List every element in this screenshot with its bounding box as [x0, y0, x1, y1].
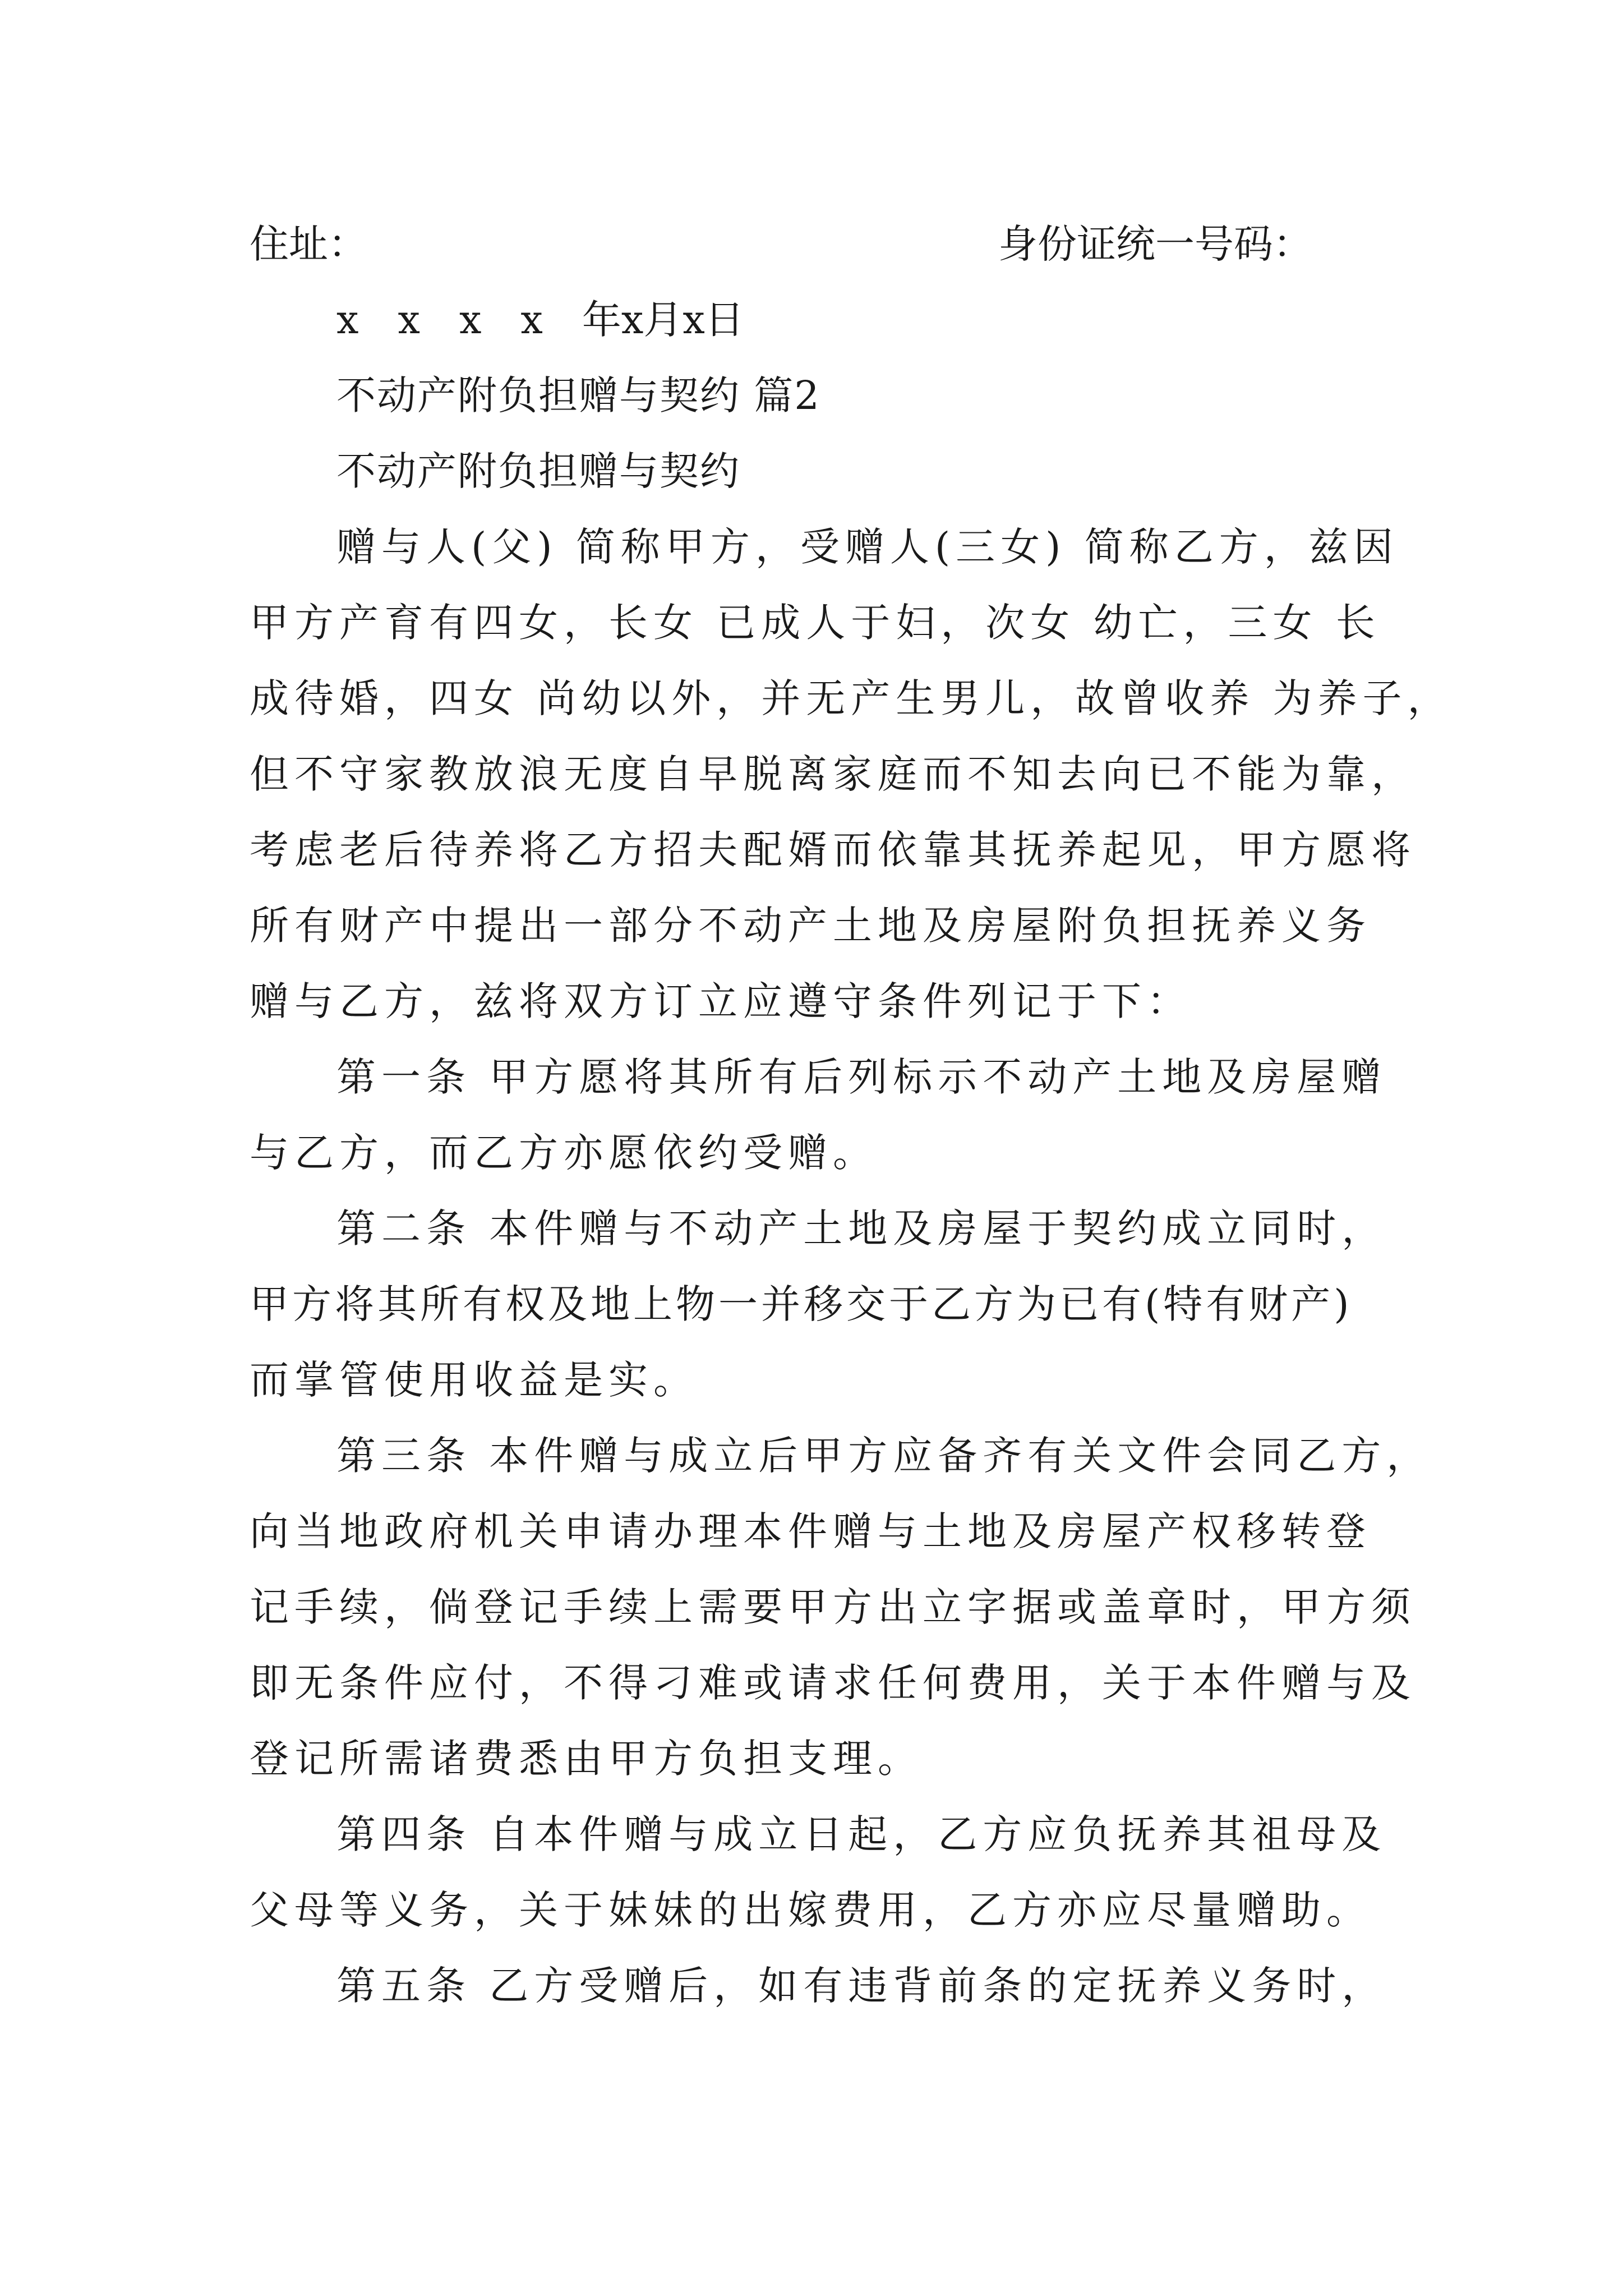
- article-1-line: 与乙方，而乙方亦愿依约受赠。: [250, 1130, 878, 1176]
- paragraph-line: 赠与乙方，兹将双方订立应遵守条件列记于下：: [250, 978, 1192, 1024]
- article-4-line: 父母等义务，关于妹妹的出嫁费用，乙方亦应尽量赠助。: [250, 1887, 1371, 1933]
- paragraph-line: 考虑老后待养将乙方招夫配婿而依靠其抚养起见，甲方愿将: [250, 827, 1416, 873]
- article-2-line: 而掌管使用收益是实。: [250, 1357, 698, 1403]
- article-2-line: 第二条 本件赠与不动产土地及房屋于契约成立同时，: [336, 1205, 1387, 1251]
- section-heading: 不动产附负担赠与契约 篇2: [336, 372, 820, 418]
- paragraph-line: 所有财产中提出一部分不动产土地及房屋附负担抚养义务: [250, 903, 1371, 949]
- article-3-line: 记手续，倘登记手续上需要甲方出立字据或盖章时，甲方须: [250, 1584, 1416, 1630]
- article-2-line: 甲方将其所有权及地上物一并移交于乙方为已有(特有财产): [250, 1281, 1353, 1327]
- paragraph-line: 甲方产育有四女，长女 已成人于妇，次女 幼亡，三女 长: [250, 600, 1381, 646]
- article-1-line: 第一条 甲方愿将其所有后列标示不动产土地及房屋赠: [336, 1054, 1387, 1100]
- paragraph-line: 但不守家教放浪无度自早脱离家庭而不知去向已不能为靠，: [250, 751, 1416, 797]
- paragraph-line: 成待婚，四女 尚幼以外，并无产生男儿，故曾收养 为养子，: [250, 675, 1453, 721]
- article-4-line: 第四条 自本件赠与成立日起，乙方应负抚养其祖母及: [336, 1811, 1387, 1857]
- document-title: 不动产附负担赠与契约: [336, 448, 740, 494]
- id-number-label: 身份证统一号码：: [998, 221, 1312, 267]
- date-line: x x x x 年x月x日: [336, 297, 744, 343]
- article-3-line: 即无条件应付，不得刁难或请求任何费用，关于本件赠与及: [250, 1660, 1416, 1706]
- article-3-line: 第三条 本件赠与成立后甲方应备齐有关文件会同乙方，: [336, 1433, 1432, 1479]
- article-3-line: 登记所需诸费悉由甲方负担支理。: [250, 1736, 923, 1782]
- address-label: 住址：: [250, 221, 367, 267]
- paragraph-line: 赠与人(父) 简称甲方，受赠人(三女) 简称乙方，兹因: [336, 524, 1399, 570]
- article-3-line: 向当地政府机关申请办理本件赠与土地及房屋产权移转登: [250, 1508, 1371, 1554]
- article-5-line: 第五条 乙方受赠后，如有违背前条的定抚养义务时，: [336, 1963, 1387, 2009]
